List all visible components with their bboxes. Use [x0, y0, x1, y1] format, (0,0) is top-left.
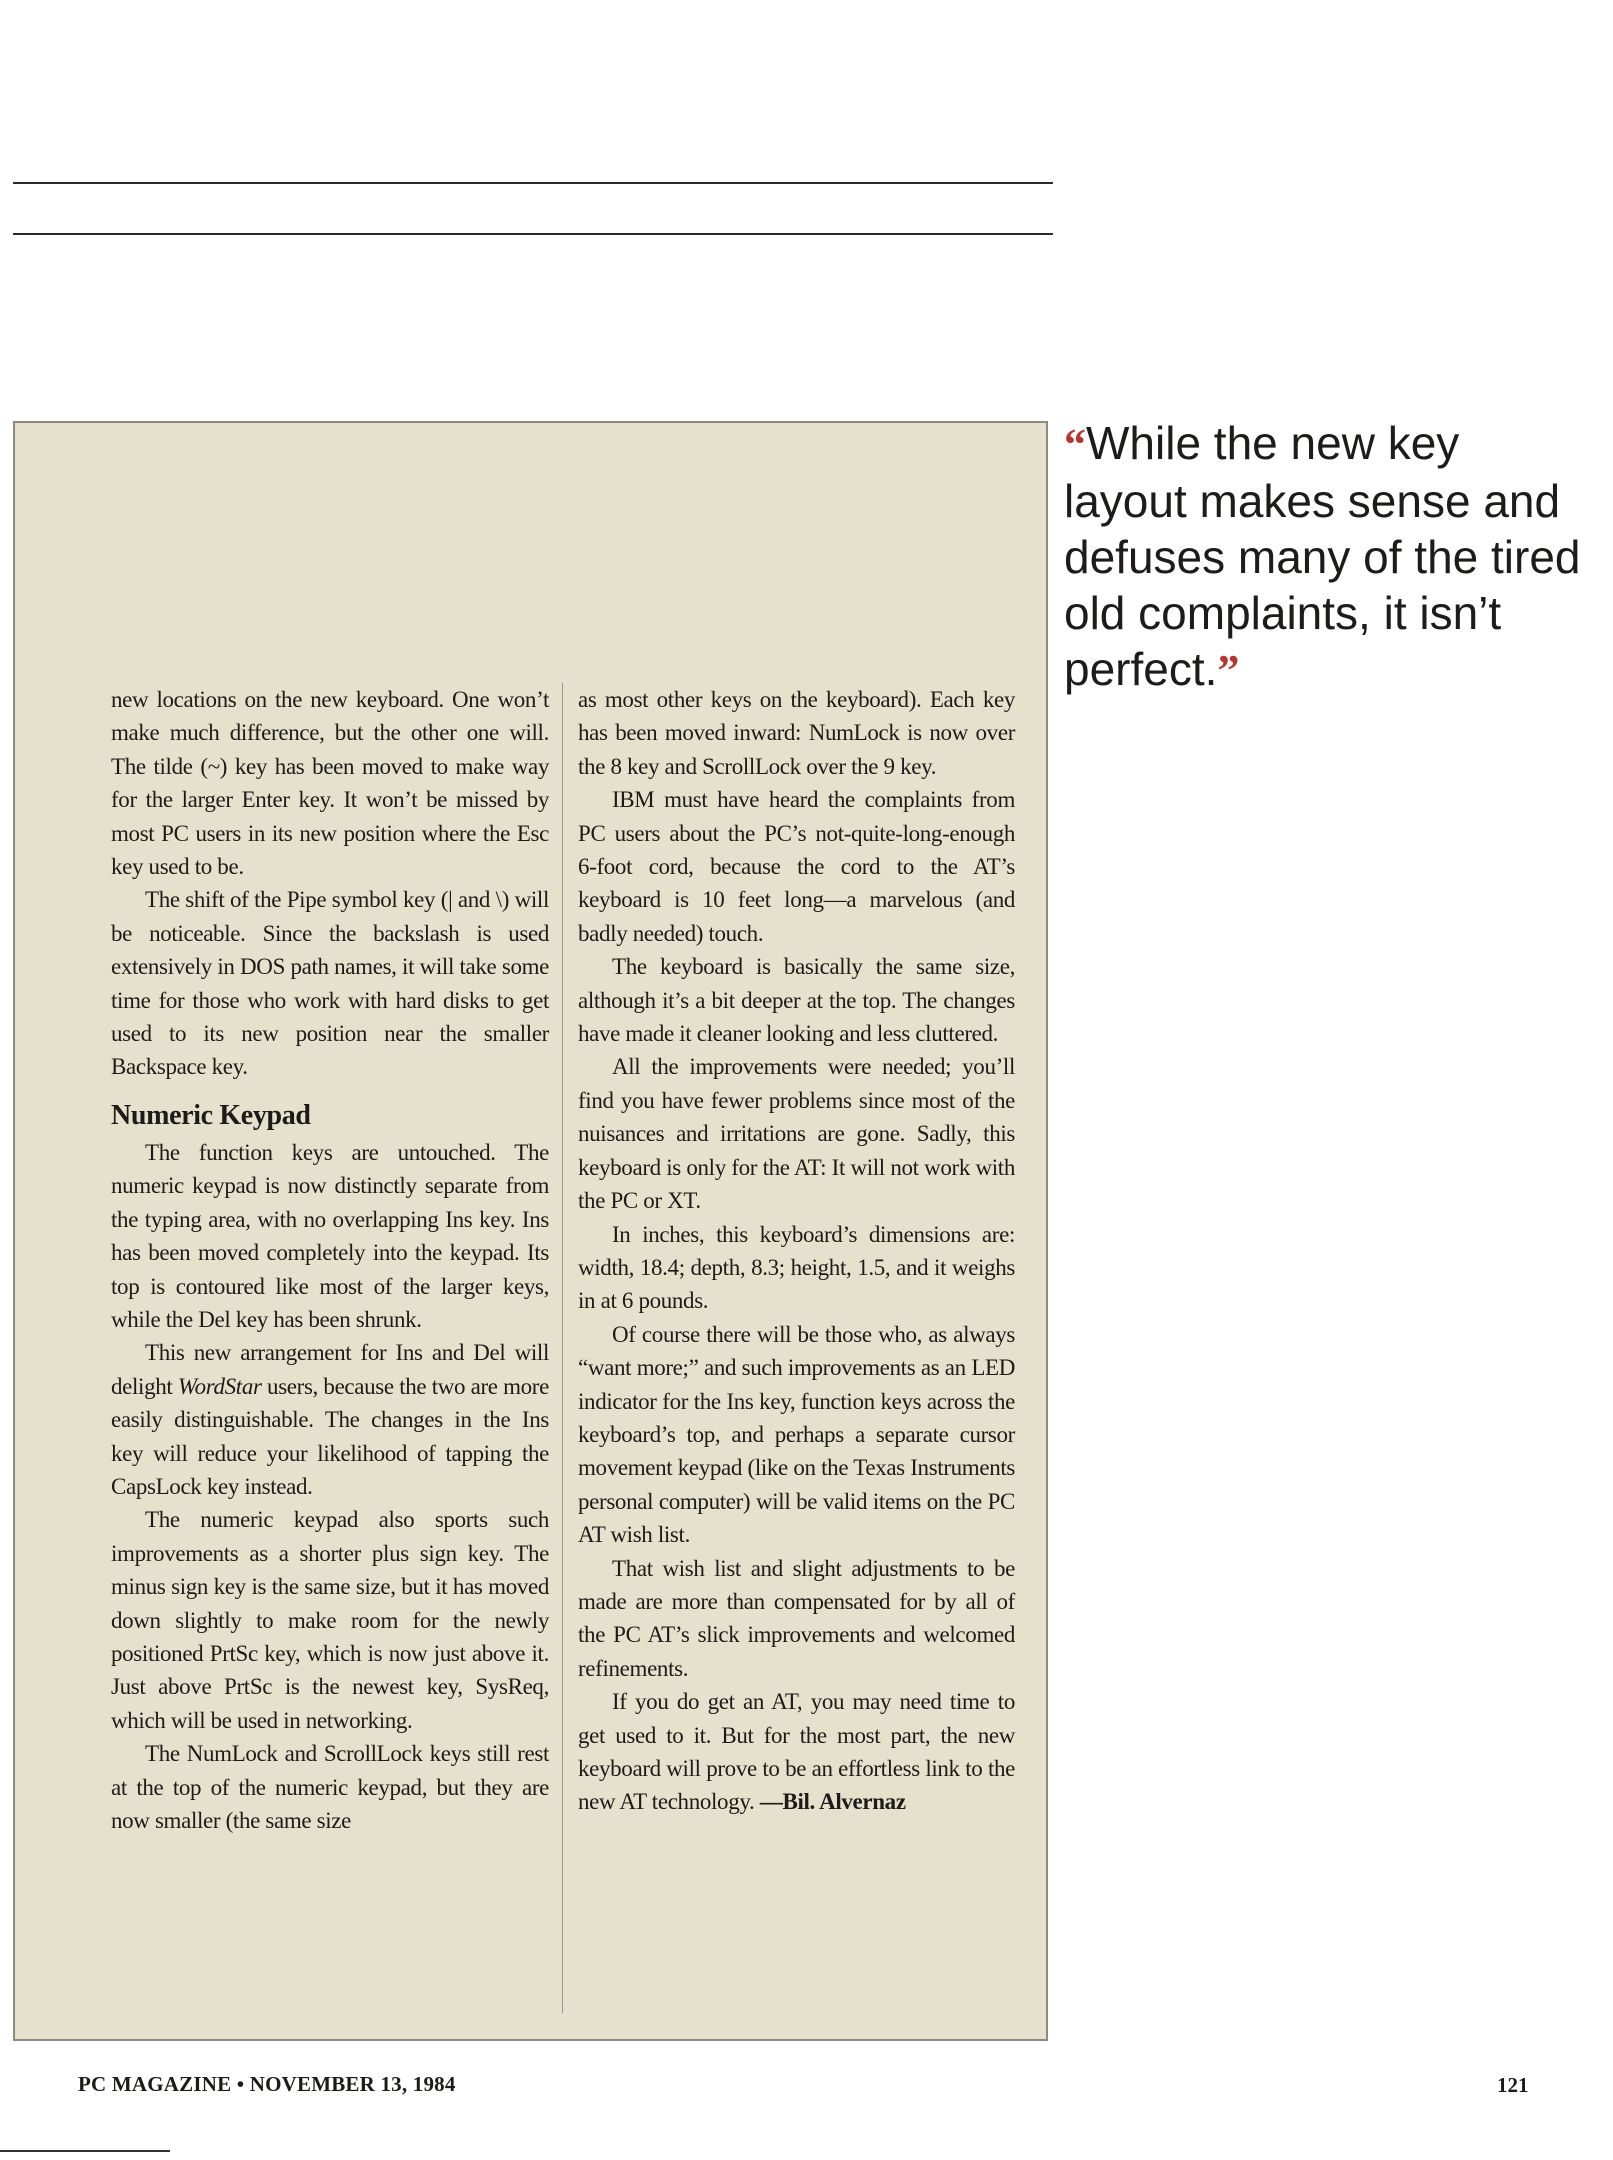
paragraph — [111, 1336, 549, 1503]
paragraph: The keyboard is basically the same size, although it’s a bit deeper at the top. The changes have made it cleaner looking and less cluttered. — [578, 954, 1015, 1047]
pull-quote — [1064, 415, 1584, 699]
top-rule-2 — [13, 233, 1053, 235]
paragraph: The NumLock and ScrollLock keys still rest at the top of the numeric keypad, but they are now smaller (the same size — [111, 1741, 549, 1833]
italic-title: WordStar — [177, 1373, 262, 1399]
article-column-left — [111, 683, 549, 1837]
paragraph: The function keys are untouched. The numeric keypad is now distinctly separate from the typing area, with no overlapping Ins key. Ins has been moved completely into the keypad. Its top is contoured like most of the larger keys, while the Del key has been shrunk. — [111, 1139, 549, 1332]
pull-quote-text: While the new key layout makes sense and defuses many of the tired old complaints, it isn’t perfect. — [1064, 417, 1581, 695]
paragraph: IBM must have heard the complaints from PC users about the PC’s not-quite-long-enough 6-foot cord, because the cord to the AT’s keyboard is 10 feet long—a marvelous (and badly needed) touch. — [578, 787, 1015, 946]
paragraph: The shift of the Pipe symbol key (| and \) will be noticeable. Since the backslash is used extensively in DOS path names, it will take some time for those who work with hard disks to get used to its new position near the smaller Backspace key. — [111, 887, 549, 1080]
paragraph-text: If you do get an AT, you may need time to get used to it. But for the most part, the new keyboard will prove to be an effortless link to the new AT technology. — [578, 1689, 1015, 1815]
paragraph-text: users, because the two are more easily distinguishable. The changes in the Ins key will reduce your likelihood of tapping the CapsLock key instead. — [111, 1373, 549, 1499]
paragraph-text: This new arrangement for Ins and Del will delight — [111, 1340, 549, 1399]
top-rule-1 — [13, 182, 1053, 184]
paragraph — [578, 1685, 1015, 1819]
paragraph: In inches, this keyboard’s dimensions are: width, 18.4; depth, 8.3; height, 1.5, and it weighs in at 6 pounds. — [578, 1221, 1015, 1314]
article-column-right — [578, 683, 1015, 1819]
page-number: 121 — [1497, 2073, 1529, 2097]
author-signature: —Bil. Alvernaz — [759, 1789, 906, 1815]
footer-publication: PC MAGAZINE • NOVEMBER 13, 1984 — [78, 2072, 456, 2096]
paragraph: The numeric keypad also sports such improvements as a shorter plus sign key. The minus sign key is the same size, but it has moved down slightly to make room for the newly positioned PrtSc key, which is now just above it. Just above PrtSc is the newest key, SysReq, which will be used in networking. — [111, 1507, 549, 1733]
open-quote-mark: “ — [1064, 420, 1086, 469]
column-divider — [562, 683, 563, 2013]
paragraph: new locations on the new keyboard. One won’t make much difference, but the other one will. The tilde (~) key has been moved to make way for the larger Enter key. It won’t be missed by most PC users in its new position where the Esc key used to be. — [111, 687, 549, 880]
paragraph: as most other keys on the keyboard). Each key has been moved inward: NumLock is now over the 8 key and ScrollLock over the 9 key. — [578, 687, 1015, 779]
paragraph: All the improvements were needed; you’ll find you have fewer problems since most of the nuisances and irritations are gone. Sadly, this keyboard is only for the AT: It will not work with the PC or XT. — [578, 1054, 1015, 1214]
close-quote-mark: ” — [1217, 646, 1240, 695]
paragraph: That wish list and slight adjustments to be made are more than compensated for by all of the PC AT’s slick improvements and welcomed refinements. — [578, 1555, 1015, 1681]
footer-rule — [0, 2150, 170, 2152]
paragraph: Of course there will be those who, as always “want more;” and such improvements as an LED indicator for the Ins key, function keys across the keyboard’s top, and perhaps a separate cursor movement keypad (like on the Texas Instruments personal computer) will be valid items on the PC AT wish list. — [578, 1321, 1015, 1548]
section-heading: Numeric Keypad — [111, 1099, 311, 1131]
